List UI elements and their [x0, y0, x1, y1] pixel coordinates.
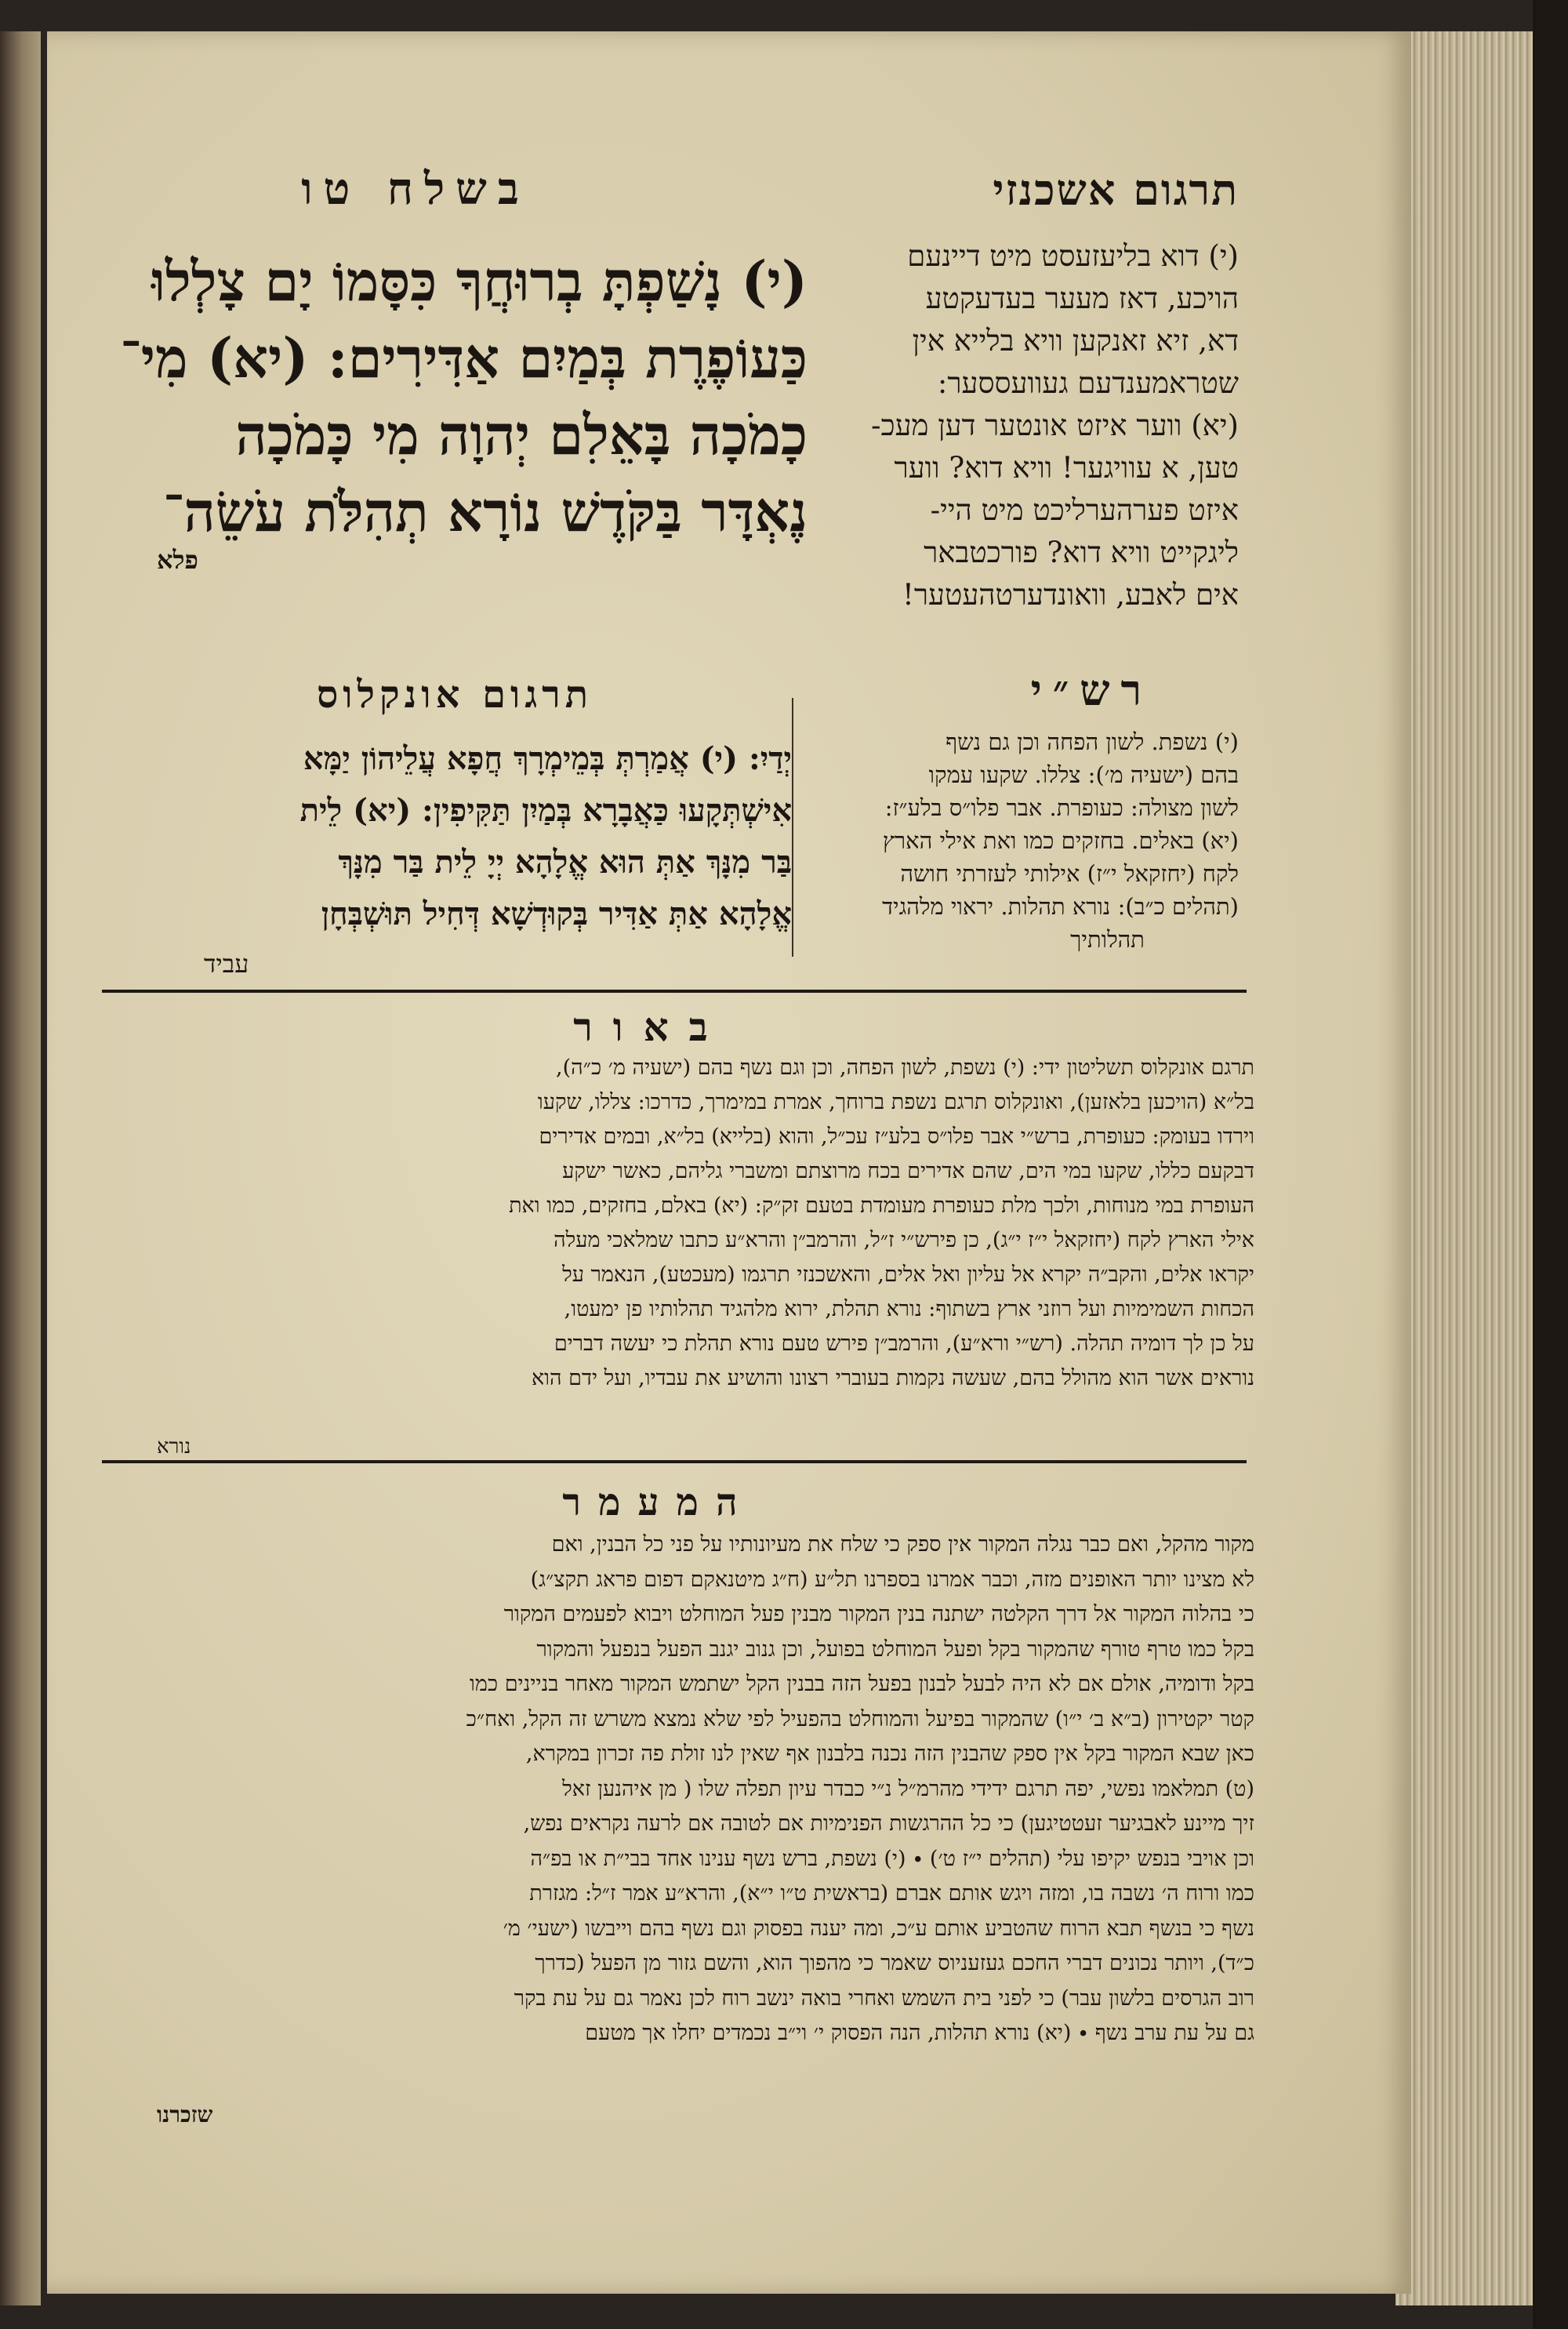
biur-text — [110, 1051, 1254, 1396]
column-divider — [792, 698, 793, 957]
text-line: (תהלים כ״ב): נורא תהלות. יראוי מלהגיד — [882, 893, 1239, 920]
text-line: לקח (יחזקאל י״ז) אילותי לעזרתי חושה — [900, 860, 1239, 887]
catchword: נורא — [157, 1435, 191, 1459]
text-line: דא, זיא זאנקען וויא בלייא אין — [912, 324, 1239, 358]
text-line: (יא) באלים. בחזקים כמו ואת אילי הארץ — [882, 827, 1239, 854]
verse-line: כַּעוֹפֶרֶת בְּמַיִם אַדִּירִים: (יא) מִי־ — [119, 325, 808, 391]
text-line: אים לאבע, וואונדערטהעטער! — [902, 578, 1239, 612]
hameassef-text — [110, 1528, 1254, 2051]
book-page — [47, 31, 1411, 2294]
text-line: בקל ודומיה, אולם אם לא היה לבעל לבנון בפעל הזה בבנין הקל ישתמש המקור מאחר בניינים כמו — [470, 1672, 1254, 1696]
text-line: מקור מהקל, ואם כבר נגלה המקור אין ספק כי שלח את מעיונותיו על פני כל הבנין, ואם — [551, 1532, 1254, 1557]
text-line: ליגקייט וויא דוא? פורכטבאר — [924, 536, 1239, 569]
text-line: רוב הגרסים בלשון עבר) כי לפני בית השמש ואחרי בואה ינשב רוח לכן נאמר גם על עת בקר — [514, 1986, 1254, 2011]
text-line: יקראו אלים, והקב״ה יקרא אל עליון ואל אלים, והאשכנזי תרגמו (מעכטע), הנאמר על — [562, 1263, 1254, 1287]
rashi-title: רש״י — [1030, 665, 1152, 715]
text-line: כאן שבא המקור בקל אין ספק שהבנין הזה נכנה בלבנון אף שאין לנו זולת פה זכרון במקרא, — [525, 1742, 1254, 1766]
text-line: אֱלָהָא אַתְּ אַדִּיר בְּקוּדְשָׁא דְּחִיל תּוּשְׁבְּחָן — [321, 896, 792, 932]
torah-verse-text — [102, 243, 808, 550]
text-line: על כן לך דומיה תהלה. (רש״י ורא״ע), והרמב״ן פירש טעם נורא תהלת כי יעשה דברים — [554, 1332, 1254, 1356]
text-line: יְדַיִ: (י) אֲמַרְתְּ בְּמֵימְרָךְ חֲפָא עֲלֵיהוֹן יַמָּא — [303, 740, 792, 777]
facing-page-edge — [0, 31, 41, 2305]
text-line: אילי הארץ לקח (יחזקאל י״ז י״ג), כן פירש״י ז״ל, והרמב״ן והרא״ע כתבו שמלאכי מעלה — [554, 1228, 1254, 1252]
onkelos-text — [102, 733, 792, 940]
text-line: דבקעם כללו, שקעו במי הים, שהם אדירים בכח מרוצתם ומשברי גליהם, כאשר ישקע — [562, 1159, 1254, 1183]
verse-line: נֶאְדָּר בַּקֹּדֶשׁ נוֹרָא תְהִלֹּת עֹשֵׂה־ — [162, 479, 808, 544]
text-line: זיך מיינע לאבגיער זעטטיגען) כי כל ההרגשות הפנימיות אם לטובה אם לרעה נקראים נפש, — [523, 1811, 1254, 1836]
text-line: הכחות השמימיות ועל רוזני ארץ בשתוף: נורא תהלת, ירוא מלהגיד תהלותיו פן ימעטו, — [564, 1297, 1254, 1321]
horizontal-rule — [102, 1460, 1247, 1463]
text-line: (ט) תמלאמו נפשי, יפה תרגם ידידי מהרמ״ל נ״י כבדר עיון תפלה שלו ( מן איהנען זאל — [562, 1776, 1254, 1801]
catchword: שזכרנו — [157, 2102, 213, 2127]
text-line: וכן אויבי בנפש יקיפו עלי (תהלים י״ז ט׳) ∙ (י) נשפת, ברש נשף ענינו אחד בבי״ת או בפ״ה — [530, 1846, 1254, 1871]
catchword: פלא — [157, 545, 198, 575]
targum-ashkenazi-title: תרגום אשכנזי — [993, 165, 1239, 215]
catchword: עביד — [204, 949, 249, 979]
text-line: נשף כי בנשף תבא הרוח שהטביע אותם ע״כ, ומה יענה בפסוק וגם נשף בהם וייבשו (ישעי׳ מ׳ — [503, 1916, 1254, 1941]
text-line: העופרת במי מנוחות, ולכך מלת כעופרת מעומדת בטעם זק״ק: (יא) באלם, בחזקים, כמו ואת — [509, 1194, 1254, 1218]
onkelos-title: תרגום אונקלוס — [316, 673, 593, 717]
text-line: איזט פערהערליכט מיט היי- — [930, 493, 1239, 527]
text-line: בהם (ישעיה מ׳): צללו. שקעו עמקו — [928, 761, 1239, 788]
text-line: אִישְׁתְּקָעוּ כַּאֲבָרָא בְּמַיִן תַּקִּיפִין: (יא) לֵית — [299, 792, 792, 829]
text-line: נוראים אשר הוא מהולל בהם, שעשה נקמות בעוברי רצונו והושיע את עבדיו, ועל ידם הוא — [531, 1366, 1254, 1390]
horizontal-rule — [102, 990, 1247, 993]
text-line: גם על עת ערב נשף ∙ (יא) נורא תהלות, הנה הפסוק י׳ וי״ב נכמדים יחלו אך מטעם — [585, 2021, 1254, 2045]
targum-ashkenazi-text — [800, 235, 1239, 616]
text-line: בקל כמו טרף טורף שהמקור בקל ופעל המוחלט בפועל, וכן גנוב יגנב הפעל בנפעל והמקור — [536, 1637, 1254, 1662]
text-line: וירדו בעומק: כעופרת, ברש״י אבר פלו״ס בלע״ז עכ״ל, והוא (בלייא) בל״א, ובמים אדירים — [539, 1125, 1254, 1149]
text-line: (י) נשפת. לשון הפחה וכן גם נשף — [946, 728, 1239, 755]
text-line: קטר יקטירון (ב״א ב׳ י״ו) שהמקור בפיעל והמוחלט בהפעיל לפי שלא נמצא משרש זה הקל, ואח״כ — [466, 1706, 1254, 1731]
hameassef-title: המעמר — [562, 1481, 755, 1524]
text-line: לא מצינו יותר האופנים מזה, וכבר אמרנו בספרנו תל״ע (ח״ג מיטנאקם דפום פראג תקצ״ג) — [530, 1567, 1254, 1592]
text-line: (יא) ווער איזט אונטער דען מעכ- — [871, 409, 1239, 442]
text-line: טען, א עוויגער! וויא דוא? ווער — [894, 451, 1239, 485]
text-line: (י) דוא בליעזעסט מיט דיינעם — [907, 239, 1239, 273]
text-line: תרגם אונקלוס תשליטון ידי: (י) נשפת, לשון הפחה, וכן וגם נשף בהם (ישעיה מ׳ כ״ה), — [556, 1055, 1254, 1080]
text-line: לשון מצולה: כעופרת. אבר פלו״ס בלע״ז: — [884, 794, 1239, 821]
text-line: תהלותיך — [1070, 926, 1145, 953]
text-line: כמו ורוח ה׳ נשבה בו, ומזה ויגש אותם אברם (בראשית ט״ו י״א), והרא״ע אמר ז״ל: מגזרת — [529, 1881, 1254, 1906]
text-line: כ״ד), ויותר נכונים דברי החכם געזעניוס שאמר כי מהפוך הוא, והשם גזור מן הפעל (כדרך — [535, 1951, 1254, 1975]
rashi-text — [800, 725, 1239, 956]
text-line: שטראמענדעם געוועססער: — [937, 366, 1239, 400]
verse-line: (י) נָשַׁפְתָּ בְרוּחֲךָ כִּסָּמוֹ יָם צָלְלוּ — [151, 249, 808, 314]
background-edge — [1533, 0, 1568, 2329]
verse-line: כָמֹכָה בָּאֵלִם יְהוָה מִי כָּמֹכָה — [235, 402, 808, 467]
text-line: כי בהלוה המקור אל דרך הקלטה ישתנה בנין המקור מבנין פעל המוחלט ויבוא לפעמים המקור — [503, 1602, 1254, 1626]
book-page-edges — [1396, 31, 1544, 2305]
text-line: בל״א (הויכען בלאזען), ואונקלוס תרגם נשפת ברוחך, אמרת במימרך, כדרכו: צללו, שקעו — [537, 1090, 1254, 1114]
running-head-parsha: בשלח טו — [301, 163, 530, 215]
text-line: הויכע, דאז מעער בעדעקטע — [925, 282, 1239, 315]
text-line: בַּר מִנָּךְ אַתְּ הוּא אֱלָהָא יְיָ לֵית בַּר מִנָּךְ — [338, 844, 792, 881]
biur-title: באור — [573, 1004, 728, 1050]
